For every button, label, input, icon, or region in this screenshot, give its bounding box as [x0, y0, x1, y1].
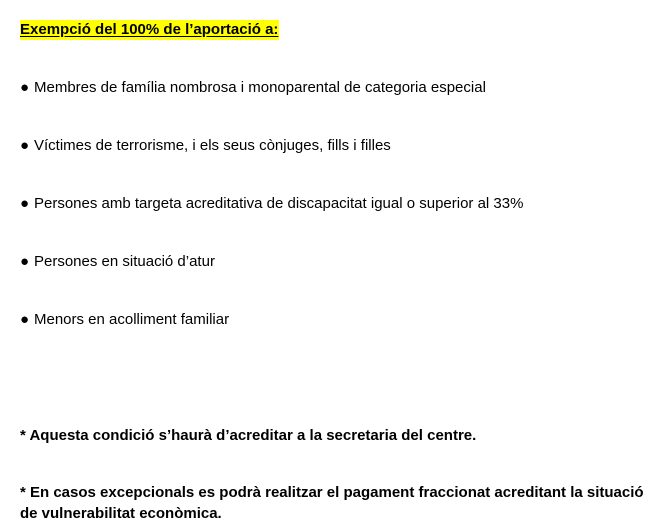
highlighted-heading: Exempció del 100% de l’aportació a: [20, 21, 279, 38]
bullet-icon: ● [20, 311, 30, 328]
bullet-icon: ● [20, 195, 30, 212]
bullet-icon: ● [20, 137, 30, 154]
list-item [20, 252, 215, 272]
list-item-text: Persones amb targeta acreditativa de discapacitat igual o superior al 33% [34, 195, 524, 212]
list-item-text: Víctimes de terrorisme, i els seus cònjuges, fills i filles [34, 137, 391, 154]
note-verification: * Aquesta condició s’haurà d’acreditar a la secretaria del centre. [20, 427, 477, 444]
bullet-icon: ● [20, 253, 30, 270]
list-item-text: Persones en situació d’atur [34, 253, 215, 270]
bullet-icon: ● [20, 79, 30, 96]
list-item [20, 136, 391, 156]
list-item [20, 78, 486, 98]
list-item-text: Menors en acolliment familiar [34, 311, 230, 328]
list-item [20, 194, 523, 214]
list-item [20, 310, 229, 330]
note-fractional-payment: * En casos excepcionals es podrà realitzar el pagament fraccionat acreditant la situació de vulnerabilitat econòmica. [20, 484, 644, 522]
list-item-text: Membres de família nombrosa i monoparental de categoria especial [34, 79, 486, 96]
